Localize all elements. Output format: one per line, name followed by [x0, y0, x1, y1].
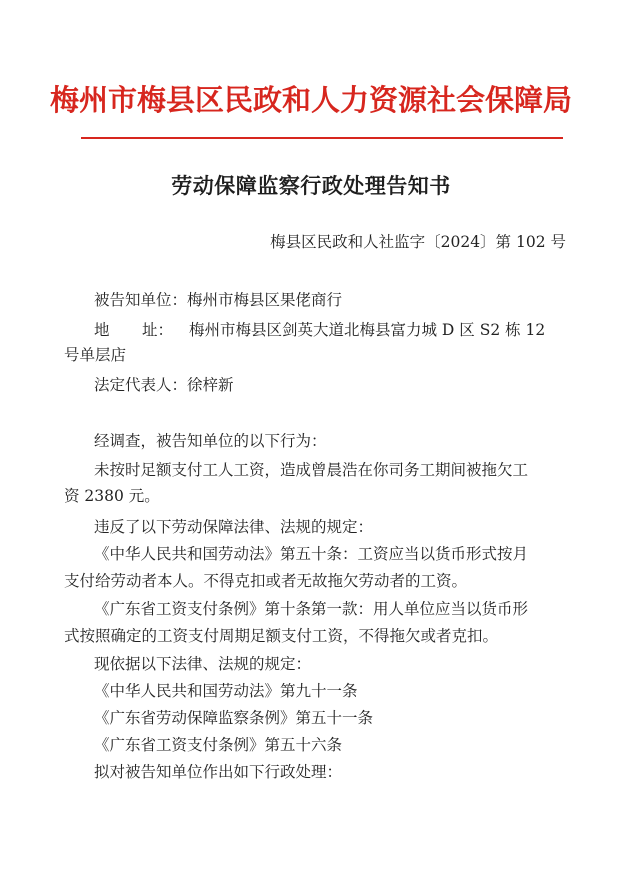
labor-law-art50-line2: 支付给劳动者本人。不得克扣或者无故拖欠劳动者的工资。: [64, 572, 468, 590]
paragraph-legal-basis: 现依据以下法律、法规的规定：: [94, 655, 312, 673]
labor-law-art50-line1: 《中华人民共和国劳动法》第五十条：工资应当以货币形式按月: [94, 545, 529, 563]
violation-line2: 资 2380 元。: [64, 487, 160, 505]
wage-reg-art10-line2: 式按照确定的工资支付周期足额支付工资，不得拖欠或者克扣。: [64, 627, 499, 645]
legal-rep-label: 法定代表人：: [94, 376, 188, 394]
legal-rep-value: 徐梓新: [187, 376, 234, 394]
basis-wage-reg-art56: 《广东省工资支付条例》第五十六条: [94, 736, 343, 754]
address-row: [94, 320, 545, 340]
basis-supervision-reg-art51: 《广东省劳动保障监察条例》第五十一条: [94, 709, 374, 727]
address-label-part1: 地: [94, 321, 110, 339]
letterhead-agency: 梅州市梅县区民政和人力资源社会保障局: [49, 83, 572, 117]
violation-line1: 未按时足额支付工人工资，造成曾晨浩在你司务工期间被拖欠工: [94, 461, 529, 479]
address-value-line2: 号单层店: [64, 346, 127, 364]
paragraph-investigation: 经调查，被告知单位的以下行为：: [94, 432, 327, 450]
address-label: [94, 320, 189, 340]
notified-unit-label: 被告知单位：: [94, 291, 188, 309]
address-value-line1: 梅州市梅县区剑英大道北梅县富力城 D 区 S2 栋 12: [189, 321, 546, 339]
document-title: 劳动保障监察行政处理告知书: [171, 173, 451, 198]
document-number: 梅县区民政和人社监字〔2024〕第 102 号: [270, 233, 566, 251]
paragraph-violated-laws: 违反了以下劳动保障法律、法规的规定：: [94, 518, 374, 536]
paragraph-proposed-action: 拟对被告知单位作出如下行政处理：: [94, 763, 343, 781]
notified-unit-row: [94, 290, 342, 310]
basis-labor-law-art91: 《中华人民共和国劳动法》第九十一条: [94, 682, 358, 700]
letterhead-red-rule: [81, 137, 563, 139]
notified-unit-value: 梅州市梅县区果佬商行: [187, 291, 343, 309]
legal-rep-row: [94, 375, 234, 395]
address-label-part2: 址：: [142, 321, 174, 339]
wage-reg-art10-line1: 《广东省工资支付条例》第十条第一款：用人单位应当以货币形: [94, 600, 529, 618]
